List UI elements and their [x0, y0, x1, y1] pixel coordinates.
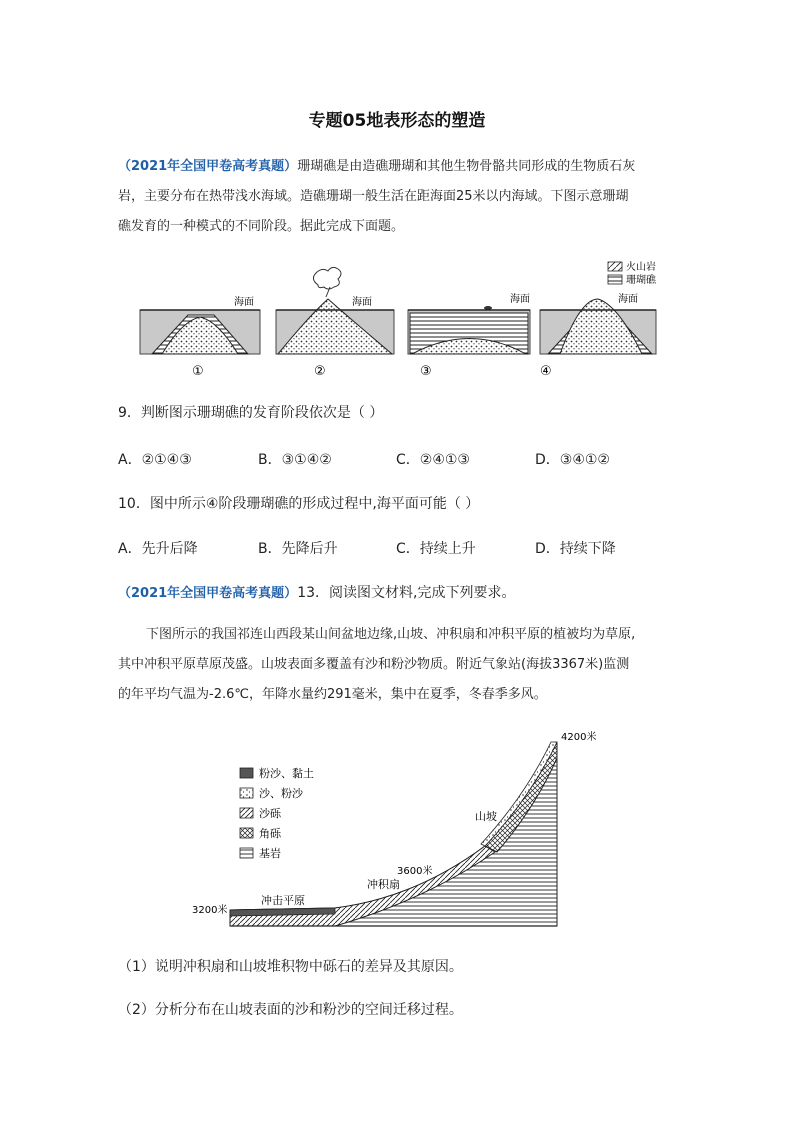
label-alluvial-plain: 冲击平原 — [261, 894, 305, 907]
gravel-swatch — [240, 808, 253, 818]
volcanic-rock-swatch — [608, 262, 622, 271]
sea-label-2: 海面 — [352, 297, 372, 308]
legend-volcanic: 火山岩 — [626, 262, 656, 273]
passage-1-line-2: 岩，主要分布在热带浅水海域。造礁珊瑚一般生活在距海面25米以内海域。下图示意珊瑚 — [118, 189, 629, 204]
q9-option-a[interactable]: A．②①④③ — [118, 452, 192, 468]
label-slope: 山坡 — [475, 810, 497, 823]
sand-silt-swatch — [240, 788, 253, 798]
sub-question-1: （1）说明冲积扇和山坡堆积物中砾石的差异及其原因。 — [118, 959, 463, 975]
legend-coral: 珊瑚礁 — [626, 275, 656, 286]
source-tag: （2021年全国甲卷高考真题） — [118, 159, 298, 174]
source-tag-2: （2021年全国甲卷高考真题） — [118, 586, 298, 601]
q9-option-c[interactable]: C．②④①③ — [396, 452, 470, 468]
q10-option-c[interactable]: C．持续上升 — [396, 541, 476, 557]
legend-sand-silt: 沙、粉沙 — [259, 787, 303, 800]
q10-option-a[interactable]: A．先升后降 — [118, 541, 198, 557]
legend-silt-clay: 粉沙、黏土 — [259, 767, 314, 780]
stage-label-3: ③ — [420, 364, 432, 379]
q10-option-d[interactable]: D．持续下降 — [535, 541, 616, 557]
breccia-swatch — [240, 828, 253, 838]
legend-breccia: 角砾 — [259, 827, 281, 840]
material-line-1: 下图所示的我国祁连山西段某山间盆地边缘,山坡、冲积扇和冲积平原的植被均为草原, — [146, 627, 636, 642]
passage-1-line-1 — [118, 152, 678, 182]
label-mid-elevation: 3600米 — [397, 866, 433, 877]
legend-bedrock: 基岩 — [259, 847, 281, 860]
page-title: 专题05地表形态的塑造 — [308, 111, 486, 131]
figure-2-legend — [240, 766, 314, 860]
question-13-header — [118, 582, 515, 602]
question-10: 10．图中所示④阶段珊瑚礁的形成过程中,海平面可能（ ） — [118, 496, 480, 512]
stage-label-4: ④ — [540, 364, 552, 379]
passage-1-line-3: 礁发育的一种模式的不同阶段。据此完成下面题。 — [118, 219, 405, 234]
sea-label-4: 海面 — [618, 294, 638, 305]
stage-3-diagram — [408, 292, 530, 379]
slope-profile-figure — [185, 728, 625, 933]
label-base-elevation: 3200米 — [192, 905, 228, 916]
material-line-2: 其中冲积平原草原茂盛。山坡表面多覆盖有沙和粉沙物质。附近气象站(海拔3367米)监测 — [118, 657, 630, 672]
passage-1 — [118, 152, 678, 242]
coral-reef-figure — [130, 255, 670, 380]
sub-question-2: （2）分析分布在山坡表面的沙和粉沙的空间迁移过程。 — [118, 1002, 463, 1018]
stage-1-diagram — [140, 310, 260, 379]
passage-1-text: 珊瑚礁是由造礁珊瑚和其他生物骨骼共同形成的生物质石灰 — [297, 159, 636, 174]
stage-label-2: ② — [314, 364, 326, 379]
sea-label-1: 海面 — [234, 297, 254, 308]
bedrock-swatch — [240, 848, 253, 858]
label-top-elevation: 4200米 — [561, 732, 597, 743]
q9-option-d[interactable]: D．③④①② — [535, 452, 610, 468]
material-line-3: 的年平均气温为-2.6℃，年降水量约291毫米，集中在夏季，冬春季多风。 — [118, 687, 547, 702]
question-13-intro: 13．阅读图文材料,完成下列要求。 — [297, 585, 516, 601]
legend-gravel: 沙砾 — [259, 807, 281, 820]
question-13-material — [118, 620, 678, 710]
q9-option-b[interactable]: B．③①④② — [258, 452, 332, 468]
stage-label-1: ① — [192, 364, 204, 379]
label-alluvial-fan: 冲积扇 — [367, 878, 400, 891]
silt-clay-swatch — [240, 768, 253, 778]
sea-label-3: 海面 — [510, 294, 530, 305]
stage-4-diagram — [540, 292, 656, 379]
q10-option-b[interactable]: B．先降后升 — [258, 541, 338, 557]
coral-reef-swatch — [608, 275, 622, 284]
figure-1-legend — [608, 260, 657, 286]
question-9: 9．判断图示珊瑚礁的发育阶段依次是（ ） — [118, 405, 384, 421]
stage-2-diagram — [276, 267, 394, 379]
